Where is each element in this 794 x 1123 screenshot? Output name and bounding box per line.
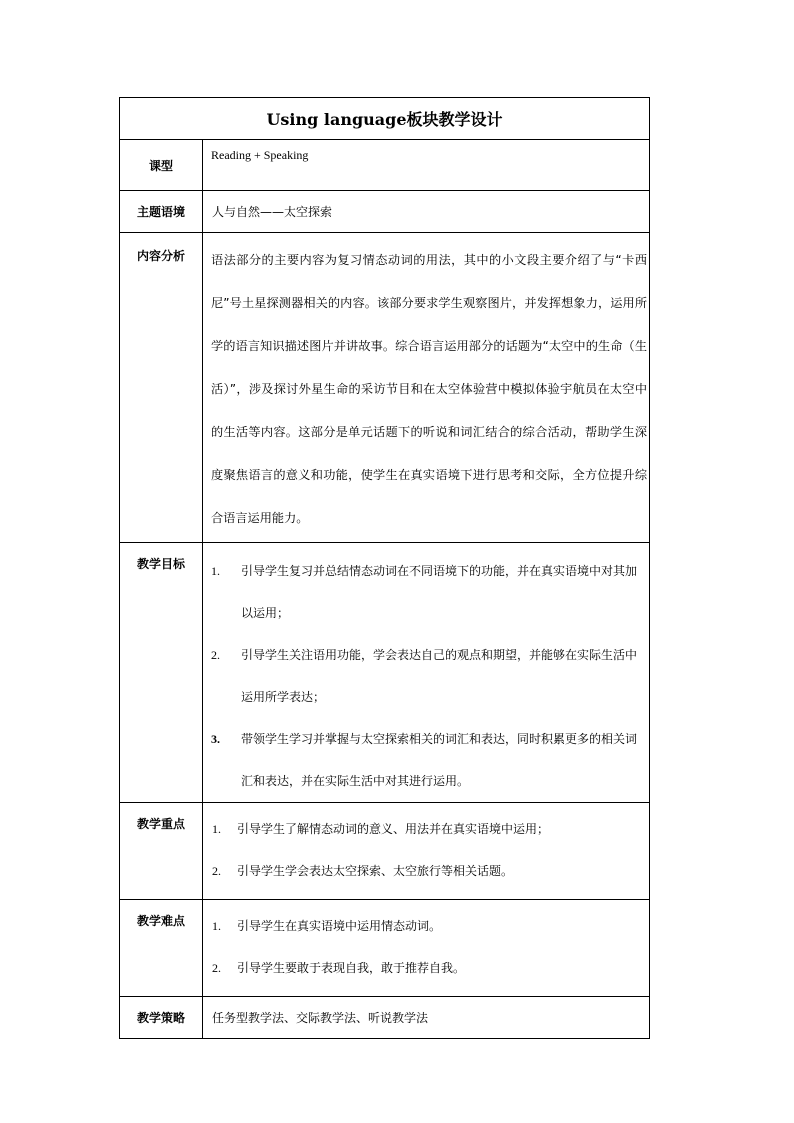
title-english: Using language [266, 110, 407, 129]
analysis-text: 语法部分的主要内容为复习情态动词的用法，其中的小文段主要介绍了与“卡西尼”号土星探测器相关的内容。该部分要求学生观察图片，并发挥想象力，运用所学的语言知识描述图片并讲故事。综合语言运用部分的话题为“太空中的生命（生活）”，涉及探讨外星生命的采访节目和在太空体验营中模拟体验宇航员在太空中的生活等内容。这部分是单元话题下的听说和词汇结合的综合活动，帮助学生深度聚焦语言的意义和功能，使学生在真实语境下进行思考和交际，全方位提升综合语言运用能力。 [203, 233, 650, 543]
item-text: 引导学生了解情态动词的意义、用法并在真实语境中运用； [237, 822, 550, 836]
table-row [120, 803, 650, 900]
strategy-value: 任务型教学法、交际教学法、听说教学法 [203, 997, 650, 1039]
item-text: 引导学生在真实语境中运用情态动词。 [237, 919, 442, 933]
title-row [120, 98, 650, 140]
item-text: 引导学生学会表达太空探索、太空旅行等相关话题。 [237, 864, 514, 878]
lesson-plan-table [119, 97, 650, 1039]
list-item [211, 718, 645, 802]
goals-list [203, 543, 650, 803]
list-item [211, 550, 645, 634]
analysis-label: 内容分析 [120, 233, 203, 543]
theme-value: 人与自然——太空探索 [203, 191, 650, 233]
table-row [120, 233, 650, 543]
key-points-list [203, 803, 650, 900]
type-value: Reading + Speaking [203, 140, 650, 191]
goal-text: 带领学生学习并掌握与太空探索相关的词汇和表达，同时积累更多的相关词汇和表达，并在实际生活中对其进行运用。 [241, 732, 638, 788]
list-item [212, 808, 645, 850]
item-number: 2. [212, 961, 221, 975]
table-title [120, 98, 650, 140]
table-row [120, 900, 650, 997]
type-label: 课型 [120, 140, 203, 191]
item-text: 引导学生要敢于表现自我，敢于推荐自我。 [237, 961, 466, 975]
goal-number: 1. [211, 564, 220, 578]
list-item [212, 850, 645, 892]
list-item [211, 634, 645, 718]
goals-label: 教学目标 [120, 543, 203, 803]
item-number: 1. [212, 919, 221, 933]
list-item [212, 905, 645, 947]
table-row [120, 997, 650, 1039]
table-row [120, 543, 650, 803]
goal-number: 3. [211, 732, 220, 746]
item-number: 2. [212, 864, 221, 878]
difficult-points-label: 教学难点 [120, 900, 203, 997]
key-points-label: 教学重点 [120, 803, 203, 900]
strategy-label: 教学策略 [120, 997, 203, 1039]
table-row [120, 191, 650, 233]
theme-label: 主题语境 [120, 191, 203, 233]
item-number: 1. [212, 822, 221, 836]
title-chinese: 板块教学设计 [406, 110, 503, 129]
list-item [212, 947, 645, 989]
goal-text: 引导学生关注语用功能，学会表达自己的观点和期望，并能够在实际生活中运用所学表达； [241, 648, 638, 704]
goal-text: 引导学生复习并总结情态动词在不同语境下的功能，并在真实语境中对其加以运用； [241, 564, 638, 620]
difficult-points-list [203, 900, 650, 997]
table-row [120, 140, 650, 191]
goal-number: 2. [211, 648, 220, 662]
